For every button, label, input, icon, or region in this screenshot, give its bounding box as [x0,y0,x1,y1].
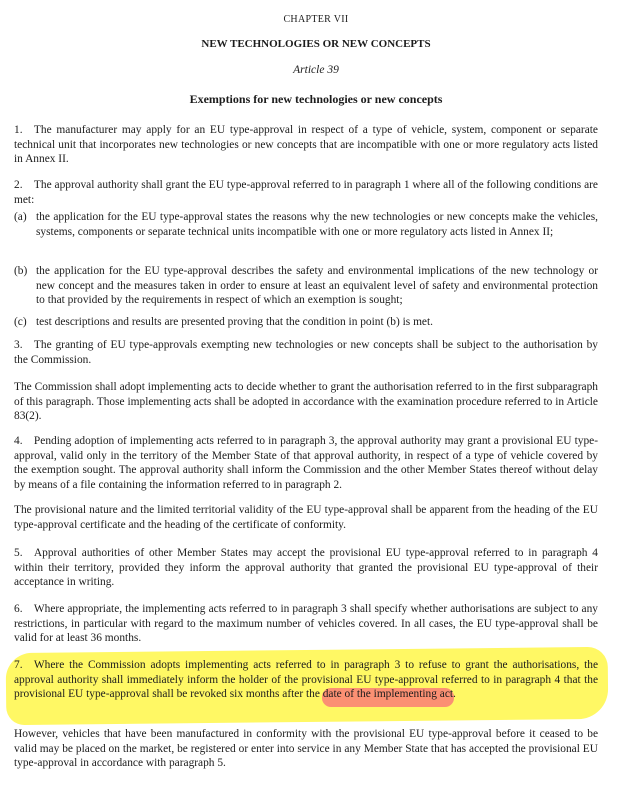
point-b-text: the application for the EU type-approval describes the safety and environmental implications of the new technology or new concept and the measures taken in order to ensure at least an equivalent level of safety and environmental protection to that provided by the requirements in respect of which an exemption is sought; [36,265,598,307]
cut-off-footer-fragment [294,790,354,800]
paragraph-2-point-b [14,264,598,308]
point-a-marker: (a) [14,211,27,223]
paragraph-7: 7. Where the Commission adopts implementing acts referred to in paragraph 3 to refuse to grant the authorisations, the approval authority shall immediately inform the holder of the provisional EU type-approval referred to in paragraph 4 that the provisional EU type-approval shall be revoked six months after the date of the implementing act. [14,659,598,701]
article-title: Exemptions for new technologies or new concepts [189,92,443,106]
point-c-text: test descriptions and results are presented proving that the condition in point (b) is met. [36,316,434,328]
paragraph-7-subparagraph: However, vehicles that have been manufactured in conformity with the provisional EU type-approval before it ceased to be valid may be placed on the market, be registered or enter into service in any Member State that has accepted the provisional EU type-approval in accordance with paragraph 5. [14,728,598,770]
paragraph-4-subparagraph: The provisional nature and the limited territorial validity of the EU type-approval shall be apparent from the heading of the EU type-approval certificate and the heading of the certificate of conformity. [14,504,598,531]
paragraph-2-point-a [14,210,598,239]
point-c-marker: (c) [14,316,27,328]
paragraph-2-point-c [14,315,598,330]
paragraph-1: 1. The manufacturer may apply for an EU type-approval in respect of a type of vehicle, system, component or separate technical unit that incorporates new technologies or new concepts that are incompatible with one or more regulatory acts listed in Annex II. [14,124,598,166]
paragraph-3: 3. The granting of EU type-approvals exempting new technologies or new concepts shall be subject to the authorisation by the Commission. [14,339,598,366]
chapter-heading: CHAPTER VII [283,14,349,25]
point-a-text: the application for the EU type-approval states the reasons why the new technologies or new concepts make the vehicles, systems, components or separate technical units incompatible with one or more regulatory acts listed in Annex II; [36,211,598,238]
point-b-marker: (b) [14,265,28,277]
chapter-title: NEW TECHNOLOGIES OR NEW CONCEPTS [201,38,431,50]
paragraph-5: 5. Approval authorities of other Member States may accept the provisional EU type-approval referred to in paragraph 4 within their territory, provided they inform the approval authority that granted the provisional EU type-approval of their acceptance in writing. [14,547,598,589]
article-number: Article 39 [293,64,339,76]
paragraph-3-subparagraph: The Commission shall adopt implementing acts to decide whether to grant the authorisation referred to in the first subparagraph of this paragraph. Those implementing acts shall be adopted in accordance with the examination procedure referred to in Article 83(2). [14,381,598,423]
paragraph-2: 2. The approval authority shall grant the EU type-approval referred to in paragraph 1 where all of the following conditions are met: [14,179,598,206]
paragraph-6: 6. Where appropriate, the implementing acts referred to in paragraph 3 shall specify whether authorisations are subject to any restrictions, in particular with regard to the maximum number of vehicles covered. In all cases, the EU type-approval shall be valid for at least 36 months. [14,603,598,645]
paragraph-4: 4. Pending adoption of implementing acts referred to in paragraph 3, the approval authority may grant a provisional EU type-approval, valid only in the territory of the Member State of that approval authority, in respect of a type of vehicle covered by the exemption sought. The approval authority shall inform the Commission and the other Member States thereof without delay by means of a file containing the information referred to in paragraph 2. [14,435,598,491]
